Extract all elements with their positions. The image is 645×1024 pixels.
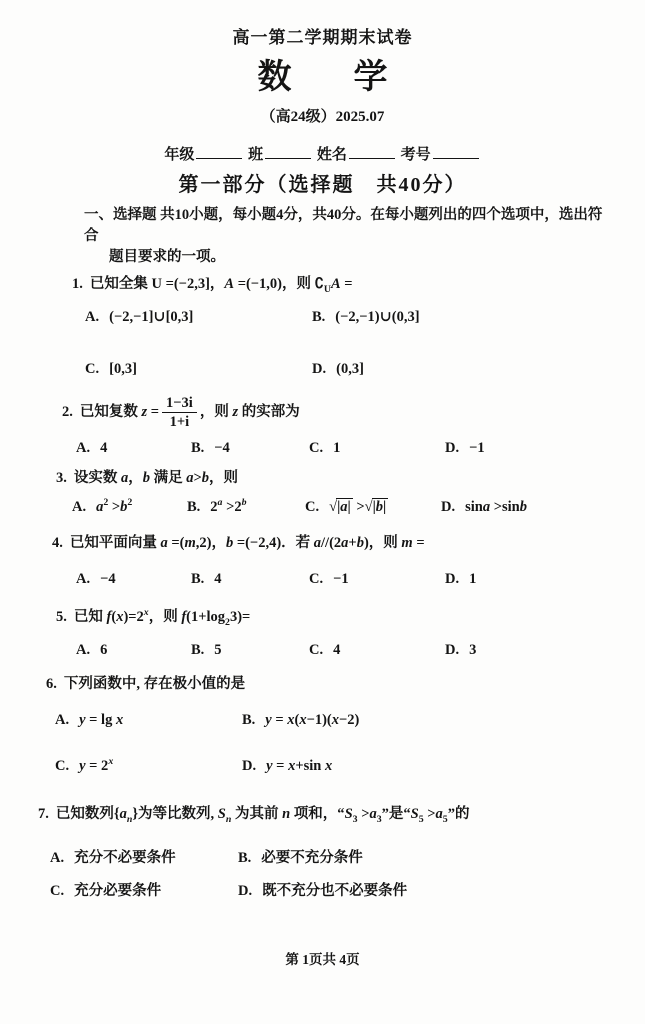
question-6-options: [0, 710, 645, 776]
question-stem-text: 设实数 a，b 满足 a>b，则: [73, 470, 239, 487]
option-label: D.: [242, 758, 257, 775]
question-6-option-b: [242, 710, 645, 730]
edition-line: （高24级）2025.07: [260, 109, 385, 125]
question-3-options: [0, 497, 645, 517]
option-text: 既不充分也不必要条件: [262, 883, 408, 900]
question-1-stem: [72, 274, 645, 294]
option-text: 1: [333, 440, 341, 457]
option-text: 1: [469, 571, 477, 588]
question-1-option-a: [85, 307, 312, 327]
question-stem-text: 已知数列$\{a_n\}$为等比数列, $S_n$ 为其前 n 项和，“$S_3 >a_3$”是“$S_5 >a_5$”的: [55, 806, 470, 826]
option-label: C.: [55, 758, 70, 775]
option-label: B.: [242, 712, 256, 729]
option-text: √|a| >√|b|: [329, 499, 387, 516]
question-5-stem: [56, 607, 645, 627]
name-blank-line: [349, 144, 395, 159]
option-text: 4: [100, 440, 108, 457]
question-stem-text: 已知平面向量 a =(m,2)，b =(−2,4)．若 a//(2a+b)，则 m =: [69, 535, 425, 552]
option-label: D.: [445, 440, 460, 457]
option-text: $y = 2^x$: [79, 756, 114, 775]
option-label: A.: [76, 440, 91, 457]
question-3-stem: [56, 468, 645, 488]
option-label: A.: [85, 309, 100, 325]
question-number: 2.: [62, 404, 73, 421]
question-5-option-a: [76, 640, 191, 660]
question-1-options: [0, 307, 645, 379]
option-label: D.: [312, 361, 327, 377]
option-text: −1: [333, 571, 349, 588]
question-4: [0, 533, 645, 553]
option-text: y = x+sin x: [266, 758, 333, 775]
option-text: [0,3]: [109, 361, 137, 377]
question-5-options: [0, 640, 645, 660]
option-label: B.: [191, 642, 205, 659]
question-stem-text: 已知 $f(x)=2^x$，则 $f(1+\log_23)=$: [73, 607, 251, 629]
question-6-stem: [46, 674, 645, 694]
question-number: 4.: [52, 535, 63, 552]
option-label: C.: [309, 642, 324, 659]
section-instructions: [0, 205, 645, 268]
question-7-stem: [38, 804, 645, 824]
question-7: [0, 804, 645, 824]
question-5-option-b: [191, 640, 309, 660]
option-text: 充分必要条件: [74, 883, 162, 900]
question-3-option-d: [441, 497, 645, 517]
option-label: D.: [238, 883, 253, 900]
question-4-option-c: [309, 569, 445, 589]
option-text: (−2,−1)∪(0,3]: [335, 309, 420, 325]
question-2-stem: [62, 395, 645, 430]
question-2-options: [0, 438, 645, 458]
option-text: −4: [100, 571, 116, 588]
question-2-option-b: [191, 438, 309, 458]
question-2-option-d: [445, 438, 645, 458]
option-text: 4: [214, 571, 222, 588]
question-3-option-c: [305, 497, 441, 517]
grade-blank-line: [196, 144, 242, 159]
question-1-option-c: [85, 359, 312, 379]
option-text: 3: [469, 642, 477, 659]
option-label: A.: [76, 571, 91, 588]
option-label: C.: [305, 499, 320, 516]
question-number: 6.: [46, 676, 57, 693]
option-text: y = x(x−1)(x−2): [265, 712, 360, 729]
question-4-options: [0, 569, 645, 589]
option-label: C.: [309, 571, 324, 588]
option-label: C.: [85, 361, 100, 377]
class-blank-line: [265, 144, 311, 159]
option-text: (−2,−1]∪[0,3]: [109, 309, 194, 325]
option-text: 6: [100, 642, 108, 659]
question-5-option-c: [309, 640, 445, 660]
question-2-option-a: [76, 438, 191, 458]
option-label: B.: [312, 309, 326, 325]
option-label: B.: [187, 499, 201, 516]
question-number: 3.: [56, 470, 67, 487]
option-text: $2^a >2^b$: [210, 497, 247, 516]
question-1-option-d: [312, 359, 645, 379]
question-7-option-c: [50, 881, 238, 901]
option-text: −1: [469, 440, 485, 457]
question-1: [0, 274, 645, 294]
info-label-grade: 年级: [164, 147, 195, 163]
question-4-option-d: [445, 569, 645, 589]
question-3-option-b: [187, 497, 305, 517]
info-label-examno: 考号: [400, 147, 431, 163]
page-number-footer: 第 1页共 4页: [285, 952, 360, 967]
info-label-name: 姓名: [316, 147, 347, 163]
option-text: −4: [214, 440, 230, 457]
question-6: [0, 674, 645, 694]
option-text: $a^2 >b^2$: [96, 497, 133, 516]
option-label: A.: [76, 642, 91, 659]
question-2: [0, 395, 645, 430]
option-label: A.: [72, 499, 87, 516]
question-3-option-a: [72, 497, 187, 517]
question-7-option-a: [50, 848, 238, 868]
question-number: 5.: [56, 609, 67, 626]
question-number: 1.: [72, 276, 83, 292]
option-label: C.: [309, 440, 324, 457]
question-3: [0, 468, 645, 488]
subject-title: 数 学: [257, 59, 402, 96]
option-text: y = lg x: [79, 712, 124, 729]
option-label: C.: [50, 883, 65, 900]
question-7-option-b: [238, 848, 645, 868]
question-stem-text: 已知全集 U =(−2,3]，A =(−1,0)，则 $∁_UA$ =: [89, 276, 353, 295]
question-stem-text: 下列函数中, 存在极小值的是: [63, 676, 246, 693]
option-label: B.: [191, 571, 205, 588]
option-text: (0,3]: [336, 361, 364, 377]
question-4-option-a: [76, 569, 191, 589]
option-label: A.: [50, 850, 65, 867]
question-4-stem: [52, 533, 645, 553]
question-2-option-c: [309, 438, 445, 458]
question-7-option-d: [238, 881, 645, 901]
examno-blank-line: [433, 144, 479, 159]
option-label: A.: [55, 712, 70, 729]
instructions-line-1: 一、选择题 共10小题，每小题4分，共40分。在每小题列出的四个选项中，选出符合: [84, 207, 603, 244]
option-text: 4: [333, 642, 341, 659]
option-text: sina >sinb: [465, 499, 527, 516]
info-label-class: 班: [248, 147, 264, 163]
question-7-options: [0, 848, 645, 901]
section-title: 第一部分（选择题 共40分）: [178, 174, 467, 196]
question-number: 7.: [38, 806, 49, 823]
question-5: [0, 607, 645, 627]
option-label: D.: [445, 642, 460, 659]
question-4-option-b: [191, 569, 309, 589]
instructions-line-2: 题目要求的一项。: [109, 249, 225, 265]
student-info-line: [0, 144, 645, 165]
question-6-option-c: [55, 756, 242, 776]
option-text: 5: [214, 642, 222, 659]
option-label: D.: [445, 571, 460, 588]
option-label: B.: [238, 850, 252, 867]
question-5-option-d: [445, 640, 645, 660]
option-label: B.: [191, 440, 205, 457]
exam-header-title: 高一第二学期期末试卷: [232, 28, 413, 47]
option-text: 必要不充分条件: [261, 850, 363, 867]
question-6-option-a: [55, 710, 242, 730]
option-label: D.: [441, 499, 456, 516]
option-text: 充分不必要条件: [74, 850, 176, 867]
question-1-option-b: [312, 307, 645, 327]
question-stem-text: 已知复数 z = $\frac{1-3i}{1+i}$ ，则 z 的实部为: [79, 395, 300, 431]
question-6-option-d: [242, 756, 645, 776]
